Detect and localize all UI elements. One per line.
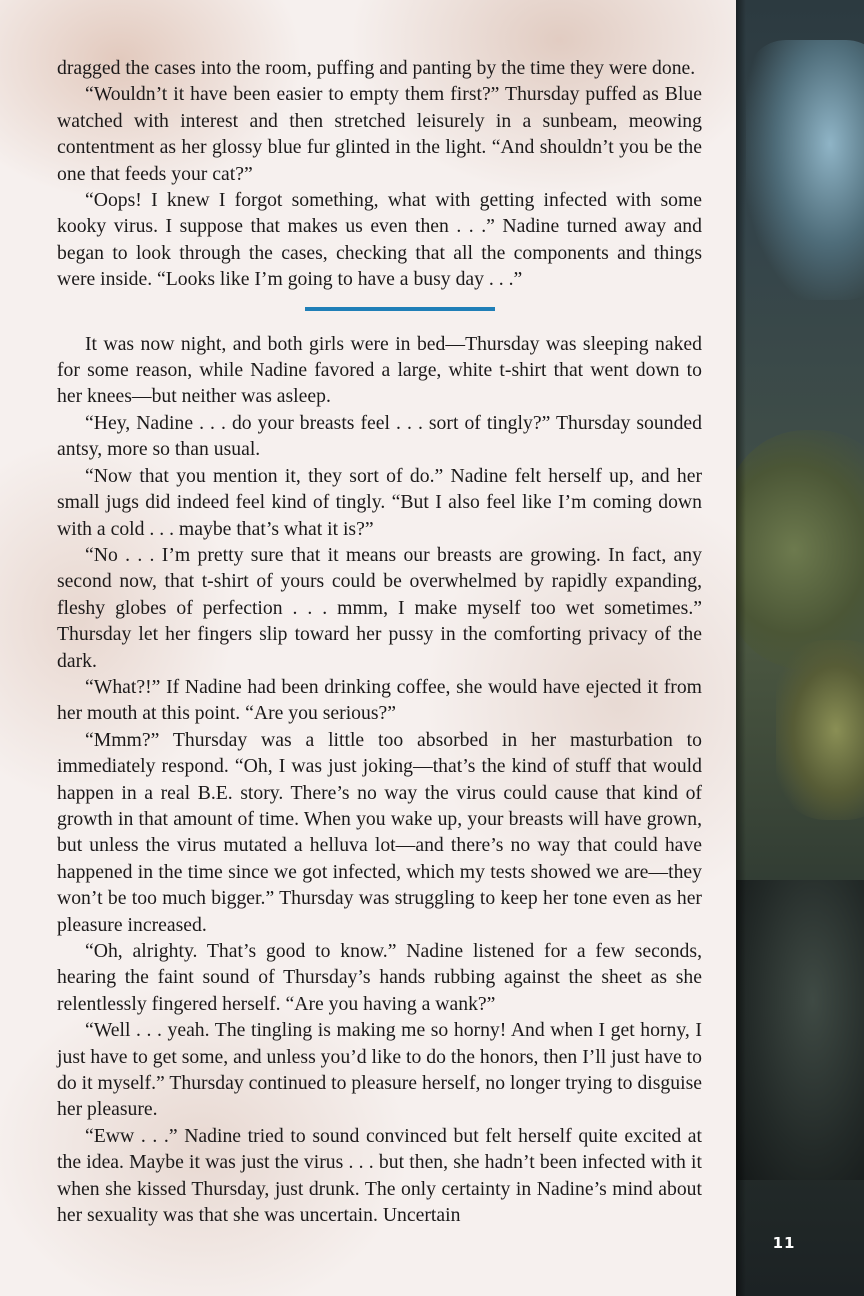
scene-break-divider: [305, 307, 495, 311]
paragraph: “Now that you mention it, they sort of do.” Nadine felt herself up, and her small jugs did indeed feel kind of tingly. “But I also feel like I’m coming down with a cold . . . maybe that’s what it is?”: [57, 464, 702, 540]
paragraph: “Mmm?” Thursday was a little too absorbed in her masturbation to immediately respond. “Oh, I was just joking—that’s the kind of stuff that would happen in a real B.E. story. There’s no way the virus could cause that kind of growth in that amount of time. When you wake up, your breasts will have grown, but unless the virus mutated a helluva lot—and there’s no way that could have happened in the time since we got infected, which my tests showed we are—they won’t be too much bigger.” Thursday was struggling to keep her tone even as her pleasure increased.: [57, 728, 702, 936]
illustration-shadow: [736, 880, 864, 1180]
illustration-glow-shape: [746, 40, 864, 300]
paragraph: “Oops! I knew I forgot something, what with getting infected with some kooky virus. I suppose that makes us even then . . .” Nadine turned away and began to look through the cases, checking that all the components and things were inside. “Looks like I’m going to have a busy day . . .”: [57, 189, 702, 291]
side-illustration: [736, 0, 864, 1296]
page-number: 11: [772, 1234, 796, 1252]
paragraph: “Eww . . .” Nadine tried to sound convinced but felt herself quite excited at the idea. Maybe it was just the virus . . . but then, she hadn’t been infected with it when she kissed Thursday, just drunk. The only certainty in Nadine’s mind about her sexuality was that she was uncertain. Uncertain: [57, 1124, 702, 1227]
paragraph: “No . . . I’m pretty sure that it means our breasts are growing. In fact, any second now, that t-shirt of yours could be overwhelmed by rapidly expanding, fleshy globes of perfection . . . mmm, I make myself too wet sometimes.” Thursday let her fingers slip toward her pussy in the comforting privacy of the dark.: [57, 543, 702, 672]
illustration-edge-shadow: [736, 0, 746, 1296]
illustration-armor-shape: [736, 430, 864, 670]
paragraph: “Well . . . yeah. The tingling is making me so horny! And when I get horny, I just have to get some, and unless you’d like to do the honors, then I’ll just have to do it myself.” Thursday continued to pleasure herself, no longer trying to disguise her pleasure.: [57, 1019, 702, 1121]
body-text-column: [57, 55, 702, 1228]
paragraph: “Oh, alrighty. That’s good to know.” Nadine listened for a few seconds, hearing the faint sound of Thursday’s hands rubbing against the sheet as she relentlessly fingered herself. “Are you having a wank?”: [57, 940, 702, 1015]
paragraph: “Wouldn’t it have been easier to empty them first?” Thursday puffed as Blue watched with interest and then stretched leisurely in a sunbeam, meowing contentment as her glossy blue fur glinted in the light. “And shouldn’t you be the one that feeds your cat?”: [57, 83, 702, 185]
paragraph: “What?!” If Nadine had been drinking coffee, she would have ejected it from her mouth at this point. “Are you serious?”: [57, 675, 702, 725]
paragraph: “Hey, Nadine . . . do your breasts feel . . . sort of tingly?” Thursday sounded antsy, more so than usual.: [57, 411, 702, 461]
illustration-armor-detail: [776, 640, 864, 820]
paragraph: dragged the cases into the room, puffing and panting by the time they were done.: [57, 57, 696, 79]
paragraph: It was now night, and both girls were in bed—Thursday was sleeping naked for some reason, while Nadine favored a large, white t-shirt that went down to her knees—but neither was asleep.: [57, 332, 702, 408]
